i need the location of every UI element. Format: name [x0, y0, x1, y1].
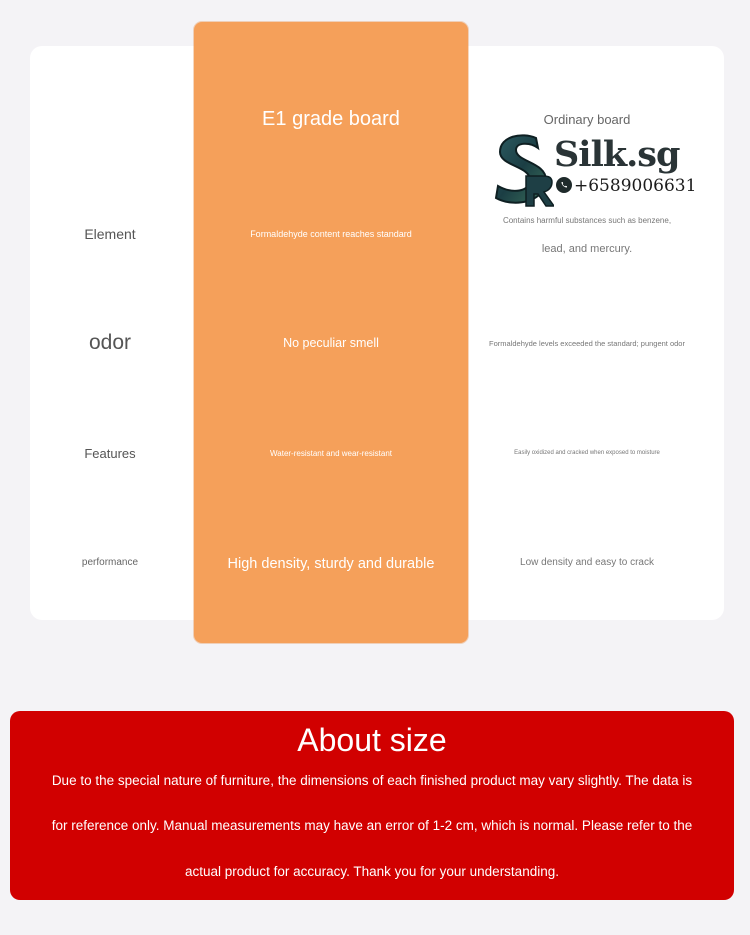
- e1-features-value: Water-resistant and wear-resistant: [270, 449, 392, 458]
- ordinary-performance-value: Low density and easy to crack: [520, 557, 654, 568]
- ordinary-header: Ordinary board: [543, 112, 631, 127]
- about-size-title: About size: [297, 722, 447, 758]
- row-label-performance: performance: [81, 557, 139, 568]
- about-size-text-line1: Due to the special nature of furniture, the dimensions of each finished product may vary slightly. The data is: [51, 773, 693, 788]
- e1-performance-value: High density, sturdy and durable: [227, 556, 435, 572]
- e1-odor-value: No peculiar smell: [283, 336, 379, 350]
- sr-logo-icon: [492, 132, 554, 208]
- ordinary-element-value-line1: Contains harmful substances such as benzene,: [502, 216, 672, 225]
- about-size-text-line3: actual product for accuracy. Thank you for your understanding.: [185, 864, 559, 879]
- ordinary-odor-value: Formaldehyde levels exceeded the standard; pungent odor: [489, 339, 685, 348]
- e1-element-value: Formaldehyde content reaches standard: [250, 229, 412, 239]
- e1-header: E1 grade board: [262, 108, 400, 130]
- watermark-brand: Silk.sg: [554, 134, 680, 175]
- row-label-odor: odor: [88, 331, 132, 354]
- ordinary-element-value-line2: lead, and mercury.: [541, 243, 633, 255]
- about-size-text-line2: for reference only. Manual measurements may have an error of 1-2 cm, which is normal. Please refer to the: [51, 818, 693, 833]
- silk-watermark: [492, 132, 697, 208]
- watermark-phone: +6589006631: [574, 176, 697, 196]
- row-label-features: Features: [84, 446, 136, 461]
- ordinary-features-value: Easily oxidized and cracked when exposed to moisture: [514, 450, 660, 456]
- row-label-element: Element: [84, 226, 136, 242]
- whatsapp-icon: [556, 177, 572, 193]
